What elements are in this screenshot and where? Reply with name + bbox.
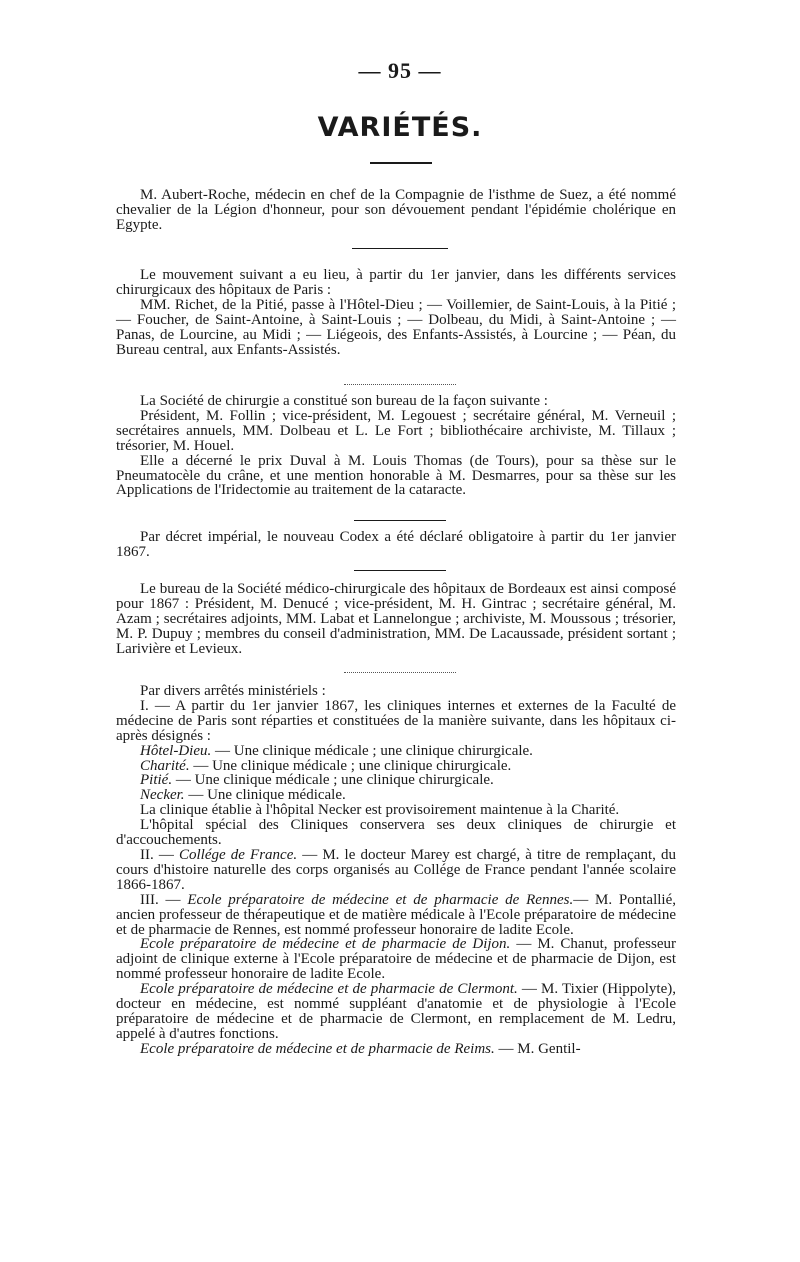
separator-rule (354, 570, 446, 571)
paragraph: Par décret impérial, le nouveau Codex a été déclaré obligatoire à partir du 1er janvier 1867. (116, 529, 676, 560)
paragraph: Le mouvement suivant a eu lieu, à partir du 1er janvier, dans les différents services chirurgicaux des hôpitaux de Paris : (116, 267, 676, 298)
title-rule (370, 162, 432, 164)
paragraph: II. — Collége de France. — M. le docteur Marey est chargé, à titre de remplaçant, du cours d'histoire naturelle des corps organisés au Collége de France pendant l'année scolaire 1866-1867. (116, 846, 677, 893)
paragraph: Par divers arrêtés ministériels : (140, 683, 326, 699)
paragraph: III. — Ecole préparatoire de médecine et de pharmacie de Rennes.— M. Pontallié, ancien professeur de thérapeutique et de matière médicale à l'Ecole préparatoire de médecine et de pharmacie de Rennes, est nommé professeur honoraire de ladite Ecole. (116, 891, 676, 938)
notice-codex (116, 530, 676, 560)
hospital-line: Charité. — Une clinique médicale ; une clinique chirurgicale. (140, 757, 512, 774)
section-heading: VARIÉTÉS. (317, 112, 483, 143)
notice-hospital-moves (116, 268, 676, 357)
paragraph: Ecole préparatoire de médecine et de pharmacie de Clermont. — M. Tixier (Hippolyte), docteur en médecine, est nommé suppléant d'anatomie et de physiologie à l'Ecole préparatoire de médecine et de pharmacie de Clermont, en remplacement de M. Ledru, appelé à d'autres fonctions. (116, 981, 676, 1042)
paragraph: Président, M. Follin ; vice-président, M. Legouest ; secrétaire général, M. Verneuil ; secrétaires annuels, MM. Dolbeau et L. Le Fort ; bibliothécaire archiviste, M. Tillaux ; trésorier, M. Houel. (116, 407, 676, 454)
hospital-line: Pitié. — Une clinique médicale ; une clinique chirurgicale. (140, 772, 494, 789)
paragraph: L'hôpital spécial des Cliniques conservera ses deux cliniques de chirurgie et d'accouchements. (116, 817, 676, 849)
separator-rule (354, 520, 446, 521)
hospital-line: Necker. — Une clinique médicale. (140, 787, 346, 804)
hospital-name: Hôtel-Dieu. (140, 742, 212, 759)
separator-rule (344, 672, 456, 674)
paragraph: I. — A partir du 1er janvier 1867, les cliniques internes et externes de la Faculté de médecine de Paris sont réparties et constituées de la manière suivante, dans les hôpitaux ci-après désignés : (116, 697, 676, 744)
page-number: — 95 — (358, 58, 442, 83)
institution-name: Ecole préparatoire de médecine et de pharmacie de Dijon. (140, 936, 511, 953)
hospital-name: Charité. (140, 757, 190, 774)
hospital-name: Pitié. (140, 772, 173, 789)
paragraph: MM. Richet, de la Pitié, passe à l'Hôtel-Dieu ; — Voillemier, de Saint-Louis, à la Pitié ; — Foucher, de Saint-Antoine, à Saint-Louis ; — Dolbeau, du Midi, à Saint-Antoine ; — Panas, de Lourcine, au Midi ; — Liégeois, des Enfants-Assistés, à Lourcine ; — Péan, du Bureau central, aux Enfants-Assistés. (116, 296, 676, 358)
institution-name: Ecole préparatoire de médecine et de pharmacie de Clermont. (140, 981, 518, 998)
paragraph: Elle a décerné le prix Duval à M. Louis Thomas (de Tours), pour sa thèse sur le Pneumatocèle du crâne, et une mention honorable à M. Desmarres, pour sa thèse sur les Applications de l'Iridectomie au traitement de la cataracte. (116, 452, 676, 499)
institution-name: Collége de France. (178, 846, 298, 863)
institution-name: Ecole préparatoire de médecine et de pharmacie de Rennes. (187, 891, 574, 908)
paragraph: Ecole préparatoire de médecine et de pharmacie de Dijon. — M. Chanut, professeur adjoint de clinique externe à l'Ecole préparatoire de médecine et de pharmacie de Dijon, est nommé professeur honoraire de ladite Ecole. (116, 936, 676, 983)
hospital-line: Hôtel-Dieu. — Une clinique médicale ; une clinique chirurgicale. (140, 742, 533, 759)
paragraph: La clinique établie à l'hôpital Necker est provisoirement maintenue à la Charité. (140, 802, 620, 819)
institution-name: Ecole préparatoire de médecine et de pharmacie de Reims. (140, 1040, 495, 1057)
paragraph: Le bureau de la Société médico-chirurgicale des hôpitaux de Bordeaux est ainsi composé pour 1867 : Président, M. Denucé ; vice-président, M. H. Gintrac ; secrétaire général, M. Azam ; secrétaires adjoints, MM. Labat et Lannelongue ; archiviste, M. Moussous ; trésorier, M. P. Dupuy ; membres du conseil d'administration, MM. De Lacaussade, président sortant ; Larivière et Levieux. (116, 581, 676, 657)
paragraph: Ecole préparatoire de médecine et de pharmacie de Reims. — M. Gentil- (140, 1040, 581, 1057)
notice-arretes (116, 684, 676, 1057)
notice-societe-chirurgie (116, 394, 676, 498)
separator-rule (344, 384, 456, 386)
notice-aubert-roche (116, 188, 676, 233)
notice-bordeaux (116, 582, 676, 657)
paragraph: La Société de chirurgie a constitué son bureau de la façon suivante : (140, 393, 548, 409)
paragraph: M. Aubert-Roche, médecin en chef de la Compagnie de l'isthme de Suez, a été nommé chevalier de la Légion d'honneur, pour son dévouement pendant l'épidémie cholérique en Egypte. (116, 187, 676, 233)
separator-rule (352, 248, 448, 249)
hospital-name: Necker. (140, 787, 185, 804)
